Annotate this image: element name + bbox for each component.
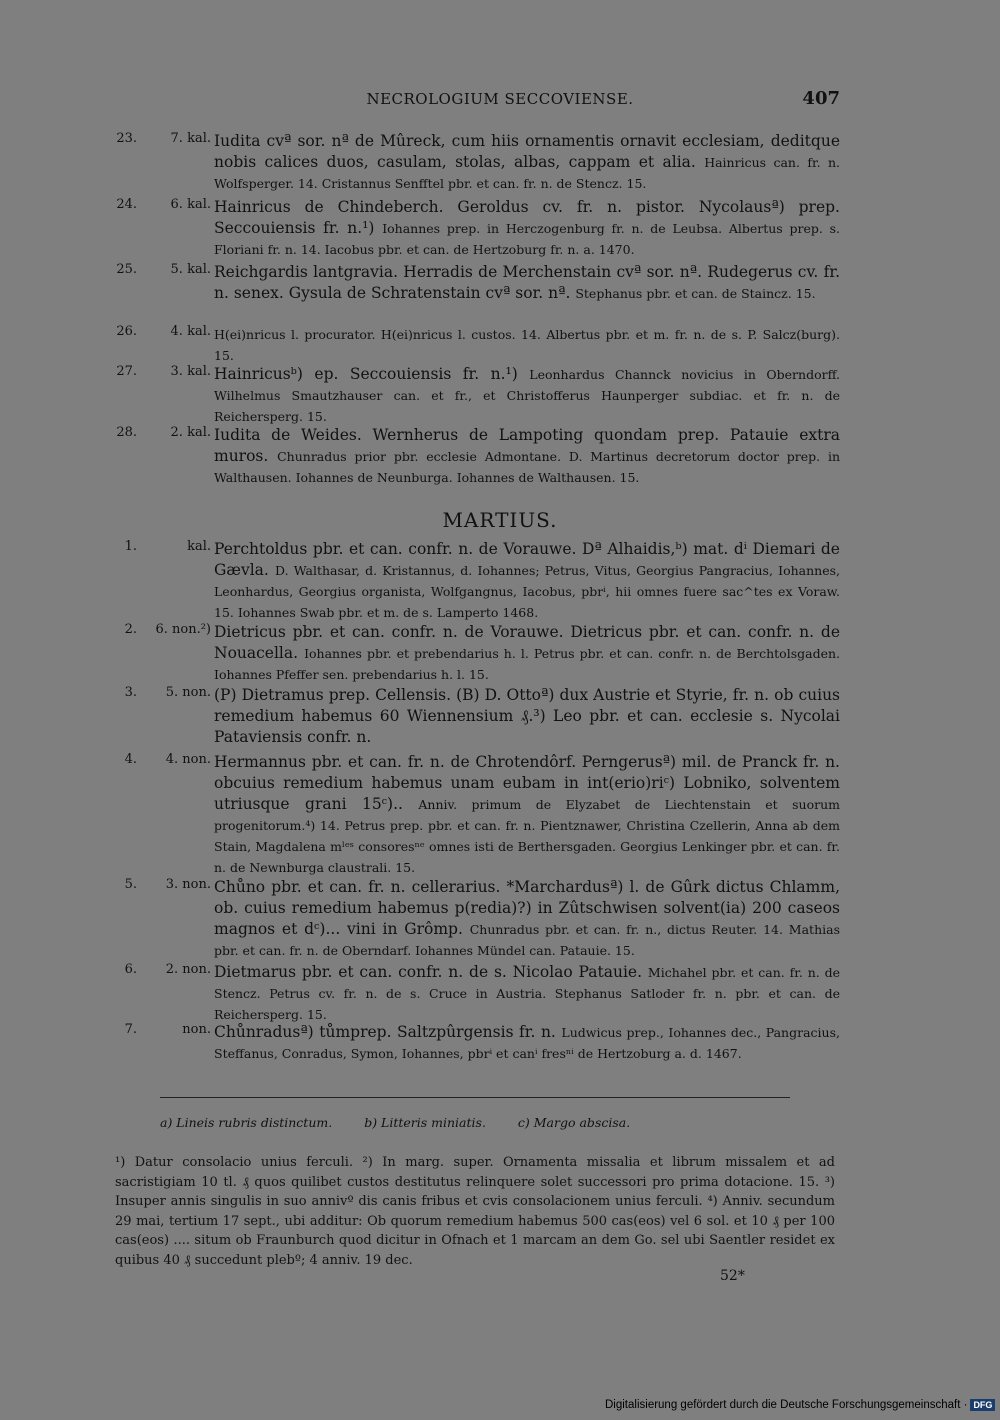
entry-number: 2.	[124, 622, 137, 637]
entry-main-text: Reichgardis lantgravia. Herradis de Merchenstain cvª sor. nª. Rudegerus cv. fr. n. senex. Gysula de Schratenstain cvª sor. nª.	[214, 263, 840, 302]
entry-date: 2. kal.	[170, 425, 211, 440]
entry-date: 3. kal.	[170, 364, 211, 379]
entry-small-text: Leonhardus Channck novicius in Oberndorff. Wilhelmus Smautzhauser can. et fr., et Christofferus Haunperger subdiac. et fr. n. de Reichersperg. 15.	[214, 367, 840, 424]
entry-small-text: Iohannes pbr. et prebendarius h. l. Petrus pbr. et can. confr. n. de Berchtolsgaden. Iohannes Pfeffer sen. prebendarius h. l. 15.	[214, 646, 840, 682]
entry-number: 4.	[124, 752, 137, 767]
apparatus-footnotes	[160, 1115, 658, 1130]
dfg-logo: DFG	[970, 1399, 995, 1411]
entry-small-text: Hainricus can. fr. n. Wolfsperger. 14. Cristannus Senfftel pbr. et can. fr. n. de Stencz. 15.	[214, 155, 840, 191]
signature-mark: 52*	[720, 1268, 745, 1284]
entry-date: 6. non.²)	[155, 622, 211, 637]
footnote-divider	[160, 1097, 790, 1098]
entry-number: 5.	[124, 877, 137, 892]
entry-mar-6	[115, 962, 840, 1025]
entry-date: 7. kal.	[170, 131, 211, 146]
entry-feb-28	[115, 425, 840, 488]
page-number: 407	[802, 88, 840, 109]
entry-main-text: Dietricus pbr. et can. confr. n. de Vorauwe. Dietricus pbr. et can. confr. n. de Nouacella.	[214, 623, 840, 662]
entry-date: 5. kal.	[170, 262, 211, 277]
footnote-c: c) Margo abscisa.	[517, 1115, 631, 1130]
credit-text: Digitalisierung gefördert durch die Deutsche Forschungsgemeinschaft ·	[605, 1399, 968, 1412]
entry-small-text: Anniv. primum de Elyzabet de Liechtenstain et suorum progenitorum.⁴) 14. Petrus prep. pbr. et can. fr. n. Pientznawer, Christina Czellerin, Anna ab dem Stain, Magdalena mˡᵉˢ consoresⁿᵉ omnes isti de Berthersgaden. Georgius Lenkinger pbr. et can. fr. n. de Newnburga claustrali. 15.	[214, 797, 840, 875]
entry-small-text: Ludwicus prep., Iohannes dec., Pangracius, Steffanus, Conradus, Symon, Iohannes, pbrⁱ et canⁱ fresⁿⁱ de Hertzoburg a. d. 1467.	[214, 1025, 840, 1061]
entry-main-text: Chůno pbr. et can. fr. n. cellerarius. *Marchardusª) l. de Gûrk dictus Chlamm, ob. cuius remedium habemus p(redia)?) in Zûtschwisen solvent(ia) 200 caseos magnos et dᶜ)... vini in Grômp.	[214, 878, 840, 938]
entry-feb-23	[115, 131, 840, 194]
entry-small-text: Chunradus prior pbr. ecclesie Admontane. D. Martinus decretorum doctor prep. in Walthausen. Iohannes de Neunburga. Iohannes de Walthausen. 15.	[214, 449, 840, 485]
entry-main-text: Perchtoldus pbr. et can. confr. n. de Vorauwe. Dª Alhaidis,ᵇ) mat. dⁱ Diemari de Gævla.	[214, 540, 840, 579]
entry-small-text: Michahel pbr. et can. fr. n. de Stencz. Petrus cv. fr. n. de s. Cruce in Austria. Stephanus Satloder fr. n. pbr. et can. de Reichersperg. 15.	[214, 965, 840, 1022]
entry-small-text: D. Walthasar, d. Kristannus, d. Iohannes; Petrus, Vitus, Georgius Pangracius, Iohannes, Leonhardus, Georgius organista, Wolfgangnus, Iacobus, pbrⁱ, hii omnes fuere sac^tes ex Voraw. 15. Iohannes Swab pbr. et m. de s. Lamperto 1468.	[214, 563, 840, 620]
entry-number: 1.	[124, 539, 137, 554]
entry-feb-27	[115, 364, 840, 427]
running-header: NECROLOGIUM SECCOVIENSE.	[366, 90, 634, 108]
entry-date: kal.	[187, 539, 211, 554]
entry-number: 23.	[116, 131, 137, 146]
footnote-b: b) Litteris miniatis.	[364, 1115, 486, 1130]
entry-number: 26.	[116, 324, 137, 339]
entry-main-text: Hainricusᵇ) ep. Seccouiensis fr. n.¹)	[214, 365, 518, 383]
entry-date: 6. kal.	[170, 197, 211, 212]
entry-mar-3	[115, 685, 840, 748]
entry-date: 3. non.	[165, 877, 211, 892]
entry-small-text: Iohannes prep. in Herczogenburg fr. n. de Leubsa. Albertus prep. s. Floriani fr. n. 14. Iacobus pbr. et can. de Hertzoburg fr. n. a. 1470.	[214, 221, 841, 257]
entry-mar-4	[115, 752, 840, 878]
entry-number: 28.	[116, 425, 137, 440]
footnote-a: a) Lineis rubris distinctum.	[160, 1115, 333, 1130]
entry-feb-24	[115, 197, 840, 260]
entry-main-text: (P) Dietramus prep. Cellensis. (B) D. Ottoª) dux Austrie et Styrie, fr. n. ob cuius remedium habemus 60 Wiennensium ₰.³) Leo pbr. et can. ecclesie s. Nycolai Pataviensis confr. n.	[214, 686, 840, 746]
entry-number: 27.	[116, 364, 137, 379]
numbered-footnotes: ¹) Datur consolacio unius ferculi. ²) In marg. super. Ornamenta missalia et librum missalem et ad sacristigiam 10 tl. ₰ quos quilibet custos destitutus relinquere solet successori pro prima dotacione. 15. ³) Insuper annis singulis in suo annivº dis canis fribus et cvis consolacionem unius ferculi. ⁴) Anniv. secundum 29 mai, tertium 17 sept., ubi additur: Ob quorum remedium habemus 500 cas(eos) vel 6 sol. et 10 ₰ per 100 cas(eos) .... situm ob Fraunburch quod dicitur in Ofnach et 1 marcam an dem Go. sel ubi Saentler residet ex quibus 40 ₰ succedunt plebº; 4 anniv. 19 dec.	[115, 1155, 835, 1268]
entry-number: 7.	[124, 1022, 137, 1037]
entry-small-text: Chunradus pbr. et can. fr. n., dictus Reuter. 14. Mathias pbr. et can. fr. n. de Oberndarf. Iohannes Mündel can. Patauie. 15.	[214, 922, 840, 958]
entry-main-text: Chůnradusª) tůmprep. Saltzpûrgensis fr. n.	[214, 1023, 556, 1041]
entry-main-text: Hermannus pbr. et can. fr. n. de Chrotendôrf. Perngerusª) mil. de Pranck fr. n. obcuius remedium habemus unam eubam in int(erio)riᶜ) Lobniko, solventem utriusque grani 15ᶜ)..	[214, 753, 840, 813]
entry-date: 5. non.	[165, 685, 211, 700]
entry-date: 4. non.	[165, 752, 211, 767]
entry-small-text: H(ei)nricus l. procurator. H(ei)nricus l. custos. 14. Albertus pbr. et m. fr. n. de s. P. Salcz(burg). 15.	[214, 327, 840, 363]
section-title: MARTIUS.	[442, 508, 558, 532]
entry-number: 6.	[124, 962, 137, 977]
digitization-credit	[605, 1399, 995, 1411]
entry-date: non.	[182, 1022, 211, 1037]
entry-date: 4. kal.	[170, 324, 211, 339]
entry-feb-26	[115, 324, 840, 366]
entry-date: 2. non.	[165, 962, 211, 977]
entry-mar-2	[115, 622, 840, 685]
entry-main-text: Hainricus de Chindeberch. Geroldus cv. fr. n. pistor. Nycolausª) prep. Seccouiensis fr. n.¹)	[214, 198, 840, 237]
entry-mar-5	[115, 877, 840, 961]
entry-main-text: Dietmarus pbr. et can. confr. n. de s. Nicolao Patauie.	[214, 963, 643, 981]
entry-number: 3.	[124, 685, 137, 700]
entry-mar-1	[115, 539, 840, 623]
entry-mar-7	[115, 1022, 840, 1064]
entry-feb-25	[115, 262, 840, 304]
entry-small-text: Stephanus pbr. et can. de Staincz. 15.	[575, 286, 816, 301]
entry-main-text: Iudita cvª sor. nª de Mûreck, cum hiis ornamentis ornavit ecclesiam, deditque nobis calices duos, casulam, stolas, albas, cappam et alia.	[214, 132, 840, 171]
entry-number: 24.	[116, 197, 137, 212]
entry-main-text: Iudita de Weides. Wernherus de Lampoting quondam prep. Patauie extra muros.	[214, 426, 840, 465]
entry-number: 25.	[116, 262, 137, 277]
